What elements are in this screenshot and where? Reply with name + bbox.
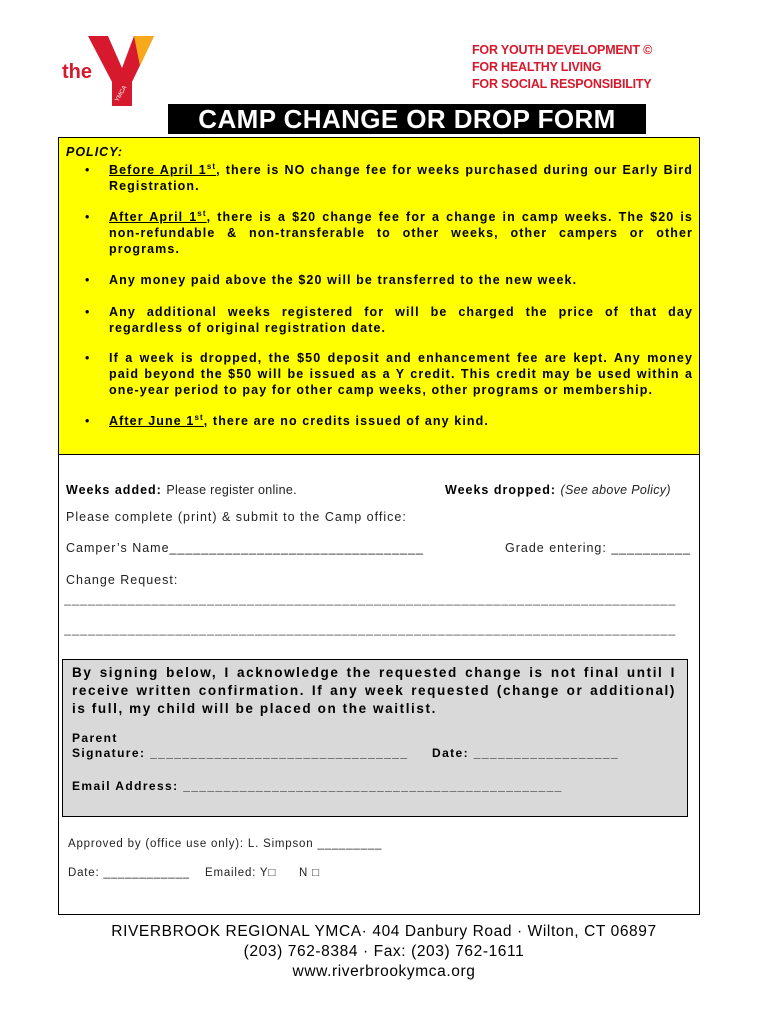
weeks-added: Weeks added: Please register online. [66, 483, 297, 497]
tagline: FOR YOUTH DEVELOPMENT © FOR HEALTHY LIVING FOR SOCIAL RESPONSIBILITY [472, 43, 653, 91]
signature-field[interactable]: Signature: ________________________________ [72, 746, 409, 760]
change-request-line[interactable]: _____________________________________________________________________________ [64, 592, 677, 606]
svg-text:the: the [62, 61, 92, 83]
email-field[interactable]: Email Address: _______________________________________________ [72, 779, 563, 793]
emailed-yes[interactable]: Emailed: Y□ [205, 867, 277, 879]
emailed-no[interactable]: N □ [299, 867, 320, 879]
form-title: CAMP CHANGE OR DROP FORM [168, 104, 646, 134]
grade-field[interactable]: Grade entering: __________ [505, 541, 691, 555]
footer-address: RIVERBROOK REGIONAL YMCA· 404 Danbury Road · Wilton, CT 06897 [111, 923, 657, 940]
policy-label: POLICY: [66, 145, 124, 159]
office-date: Date: ____________ [68, 867, 190, 879]
footer-website[interactable]: www.riverbrookymca.org [292, 963, 476, 980]
ymca-logo [60, 28, 170, 108]
checkbox-icon[interactable]: □ [312, 867, 320, 879]
weeks-dropped: Weeks dropped: (See above Policy) [445, 483, 671, 497]
checkbox-icon[interactable]: □ [268, 867, 277, 879]
instructions: Please complete (print) & submit to the Camp office: [66, 510, 407, 524]
footer-phone: (203) 762-8384 · Fax: (203) 762-1611 [243, 943, 525, 960]
footer [58, 922, 710, 982]
acknowledgement-text: By signing below, I acknowledge the requested change is not final until I receive written confirmation. If any week requested (change or additional) is full, my child will be placed on the waitlist. [72, 665, 676, 716]
approved-by: Approved by (office use only): L. Simpson _________ [68, 838, 383, 850]
change-request-label: Change Request: [66, 573, 179, 587]
date-field[interactable]: Date: __________________ [432, 746, 620, 760]
svg-text:YMCA: YMCA [114, 84, 129, 103]
parent-label: Parent [72, 731, 118, 745]
change-request-line[interactable]: _____________________________________________________________________________ [64, 622, 677, 636]
camper-name-field[interactable]: Camper’s Name________________________________ [66, 541, 425, 555]
